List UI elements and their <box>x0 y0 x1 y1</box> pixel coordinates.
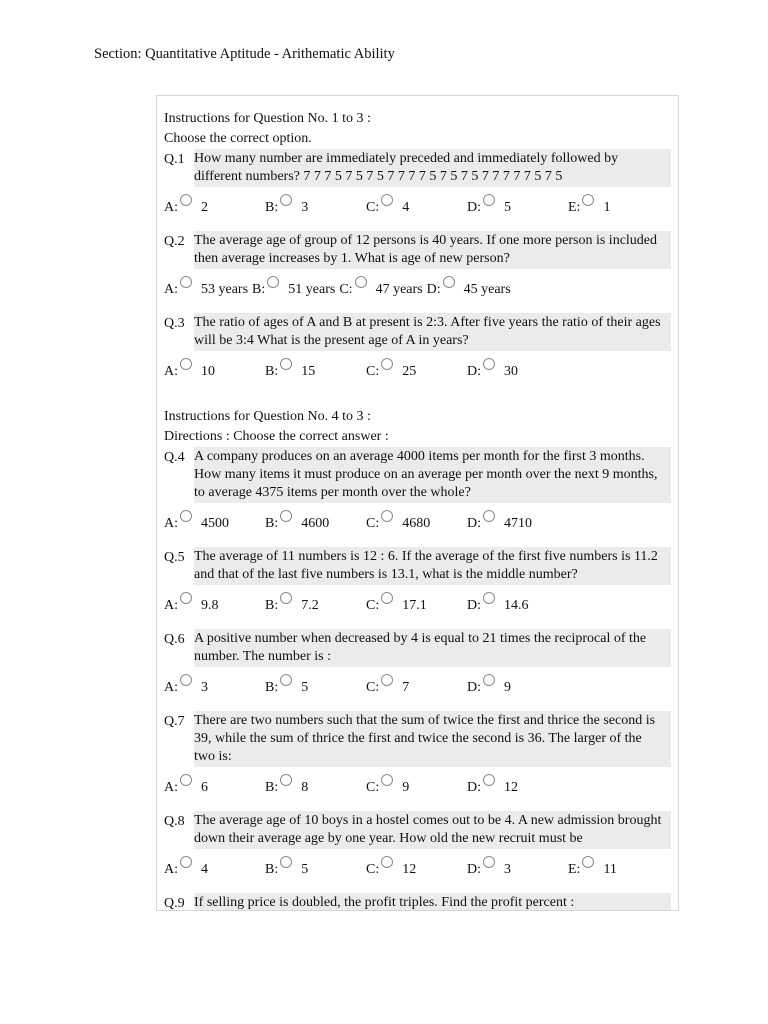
option-value: 4680 <box>402 516 431 531</box>
option-letter: C: <box>366 598 380 613</box>
answer-option[interactable] <box>252 276 335 299</box>
answer-option[interactable] <box>467 674 568 697</box>
radio-button[interactable] <box>381 674 393 686</box>
answer-option[interactable] <box>265 358 366 381</box>
option-letter: C: <box>339 282 353 297</box>
answer-option[interactable] <box>366 510 467 533</box>
radio-button[interactable] <box>582 194 594 206</box>
instruction-line: Directions : Choose the correct answer : <box>164 429 389 444</box>
answer-option[interactable] <box>164 358 265 381</box>
answer-option[interactable] <box>467 358 568 381</box>
option-letter: A: <box>164 282 178 297</box>
group-spacer <box>164 395 678 407</box>
question-number: Q.4 <box>164 450 185 465</box>
answer-option[interactable] <box>164 592 265 615</box>
option-value: 14.6 <box>504 598 529 613</box>
radio-button[interactable] <box>483 592 495 604</box>
option-value: 5 <box>301 680 309 695</box>
radio-button[interactable] <box>280 592 292 604</box>
options-row <box>164 771 678 797</box>
answer-option[interactable] <box>366 856 467 879</box>
option-letter: C: <box>366 364 380 379</box>
option-value: 2 <box>201 200 208 215</box>
option-value: 3 <box>201 680 208 695</box>
option-letter: A: <box>164 200 178 215</box>
question-text: A company produces on an average 4000 items per month for the first 3 months. How many items it must produce on an average per month over the next 9 months, to average 4375 items per month over the whole? <box>194 447 671 503</box>
option-letter: A: <box>164 780 178 795</box>
option-value: 25 <box>402 364 417 379</box>
question-spacer <box>164 615 678 629</box>
option-value: 9 <box>402 780 410 795</box>
radio-button[interactable] <box>180 774 192 786</box>
option-letter: C: <box>366 780 380 795</box>
radio-button[interactable] <box>180 358 192 370</box>
option-value: 7 <box>402 680 410 695</box>
option-value: 3 <box>504 862 511 877</box>
question-spacer <box>164 797 678 811</box>
option-value: 4710 <box>504 516 532 531</box>
option-value: 15 <box>301 364 316 379</box>
option-value: 10 <box>201 364 215 379</box>
question-number: Q.9 <box>164 896 185 911</box>
options-row <box>164 273 678 299</box>
answer-option[interactable] <box>164 510 265 533</box>
radio-button[interactable] <box>483 358 495 370</box>
option-letter: D: <box>467 364 481 379</box>
question-text: The average age of 10 boys in a hostel comes out to be 4. A new admission brought down their average age by one year. How old the new recruit must be <box>194 811 671 849</box>
answer-option[interactable] <box>265 194 366 217</box>
radio-button[interactable] <box>280 674 292 686</box>
radio-button[interactable] <box>180 276 192 288</box>
radio-button[interactable] <box>280 774 292 786</box>
option-letter: D: <box>467 516 481 531</box>
radio-button[interactable] <box>582 856 594 868</box>
option-letter: B: <box>265 680 279 695</box>
instruction-line: Instructions for Question No. 1 to 3 : <box>164 111 371 126</box>
option-letter: A: <box>164 516 178 531</box>
answer-option[interactable] <box>366 592 467 615</box>
question-spacer <box>164 381 678 395</box>
radio-button[interactable] <box>483 856 495 868</box>
radio-button[interactable] <box>381 592 393 604</box>
instruction-line: Choose the correct option. <box>164 131 312 146</box>
question-number: Q.2 <box>164 234 185 249</box>
option-letter: C: <box>366 680 380 695</box>
option-value: 53 years <box>201 282 249 297</box>
option-value: 51 years <box>288 282 336 297</box>
answer-option[interactable] <box>164 674 265 697</box>
option-letter: E: <box>568 200 581 215</box>
answer-option[interactable] <box>427 276 511 299</box>
question-spacer <box>164 533 678 547</box>
radio-button[interactable] <box>381 856 393 868</box>
radio-button[interactable] <box>381 510 393 522</box>
radio-button[interactable] <box>483 774 495 786</box>
option-value: 12 <box>504 780 518 795</box>
radio-button[interactable] <box>443 276 455 288</box>
option-value: 12 <box>402 862 417 877</box>
question-spacer <box>164 217 678 231</box>
question-spacer <box>164 697 678 711</box>
question-text: If selling price is doubled, the profit triples. Find the profit percent : <box>194 893 671 911</box>
radio-button[interactable] <box>483 510 495 522</box>
question-number: Q.5 <box>164 550 185 565</box>
answer-option[interactable] <box>164 774 265 797</box>
option-value: 4600 <box>301 516 330 531</box>
question-row <box>164 447 678 503</box>
option-letter: B: <box>265 598 279 613</box>
question-row <box>164 231 678 269</box>
question-row <box>164 893 678 911</box>
answer-option[interactable] <box>366 674 467 697</box>
question-text: The average age of group of 12 persons is 40 years. If one more person is included then average increases by 1. What is age of new person? <box>194 231 671 269</box>
question-row <box>164 313 678 351</box>
option-value: 1 <box>603 200 611 215</box>
options-row <box>164 191 678 217</box>
radio-button[interactable] <box>355 276 367 288</box>
question-text: A positive number when decreased by 4 is equal to 21 times the reciprocal of the number. The number is : <box>194 629 671 667</box>
question-number: Q.3 <box>164 316 185 331</box>
question-text: How many number are immediately preceded and immediately followed by different numbers? 7 7 7 5 7 5 7 5 7 7 7 7 5 7 5 7 5 7 7 7 7 7 5 7 5 <box>194 149 671 187</box>
answer-option[interactable] <box>467 510 568 533</box>
option-letter: D: <box>467 862 481 877</box>
options-row <box>164 589 678 615</box>
option-value: 9 <box>504 680 511 695</box>
option-letter: B: <box>265 862 279 877</box>
option-letter: A: <box>164 598 178 613</box>
radio-button[interactable] <box>180 674 192 686</box>
radio-button[interactable] <box>267 276 279 288</box>
radio-button[interactable] <box>180 856 192 868</box>
radio-button[interactable] <box>280 510 292 522</box>
option-value: 45 years <box>463 282 511 297</box>
option-letter: D: <box>467 780 481 795</box>
answer-option[interactable] <box>467 856 568 879</box>
option-letter: A: <box>164 364 178 379</box>
option-value: 17.1 <box>402 598 427 613</box>
answer-option[interactable] <box>467 592 568 615</box>
option-letter: C: <box>366 862 380 877</box>
answer-option[interactable] <box>366 358 467 381</box>
option-letter: B: <box>265 364 279 379</box>
option-value: 30 <box>504 364 518 379</box>
radio-button[interactable] <box>280 856 292 868</box>
question-row <box>164 811 678 849</box>
options-row <box>164 507 678 533</box>
answer-option[interactable] <box>164 856 265 879</box>
question-number: Q.6 <box>164 632 185 647</box>
question-text: The ratio of ages of A and B at present is 2:3. After five years the ratio of their ages will be 3:4 What is the present age of A in years? <box>194 313 671 351</box>
option-letter: B: <box>265 780 279 795</box>
option-value: 5 <box>301 862 309 877</box>
question-row <box>164 149 678 187</box>
radio-button[interactable] <box>381 194 393 206</box>
option-letter: A: <box>164 862 178 877</box>
options-row <box>164 853 678 879</box>
answer-option[interactable] <box>467 774 568 797</box>
answer-option[interactable] <box>568 856 669 879</box>
answer-option[interactable] <box>265 856 366 879</box>
answer-option[interactable] <box>339 276 422 299</box>
answer-option[interactable] <box>265 774 366 797</box>
option-letter: A: <box>164 680 178 695</box>
option-letter: D: <box>426 282 441 297</box>
section-title: Section: Quantitative Aptitude - Arithematic Ability <box>94 46 395 62</box>
option-value: 11 <box>603 862 617 877</box>
question-row <box>164 711 678 767</box>
question-spacer <box>164 879 678 893</box>
question-number: Q.8 <box>164 814 185 829</box>
option-value: 8 <box>301 780 309 795</box>
option-value: 4 <box>201 862 208 877</box>
option-value: 47 years <box>375 282 423 297</box>
radio-button[interactable] <box>280 358 292 370</box>
option-letter: D: <box>467 598 481 613</box>
option-value: 5 <box>504 200 511 215</box>
option-letter: D: <box>467 680 481 695</box>
answer-option[interactable] <box>568 194 669 217</box>
question-number: Q.7 <box>164 714 185 729</box>
option-value: 4 <box>402 200 410 215</box>
option-value: 3 <box>301 200 309 215</box>
radio-button[interactable] <box>180 510 192 522</box>
options-row <box>164 671 678 697</box>
radio-button[interactable] <box>381 358 393 370</box>
answer-option[interactable] <box>265 510 366 533</box>
option-value: 7.2 <box>301 598 319 613</box>
option-value: 4500 <box>201 516 229 531</box>
question-text: There are two numbers such that the sum of twice the first and thrice the second is 39, while the sum of thrice the first and twice the second is 36. The larger of the two is: <box>194 711 671 767</box>
radio-button[interactable] <box>483 194 495 206</box>
answer-option[interactable] <box>366 194 467 217</box>
answer-option[interactable] <box>366 774 467 797</box>
question-list <box>157 96 678 911</box>
answer-option[interactable] <box>265 592 366 615</box>
question-row <box>164 547 678 585</box>
option-value: 6 <box>201 780 208 795</box>
option-letter: C: <box>366 200 380 215</box>
answer-option[interactable] <box>164 276 248 299</box>
radio-button[interactable] <box>180 592 192 604</box>
answer-option[interactable] <box>467 194 568 217</box>
option-letter: B: <box>265 516 279 531</box>
radio-button[interactable] <box>381 774 393 786</box>
instruction-line: Instructions for Question No. 4 to 3 : <box>164 409 371 424</box>
radio-button[interactable] <box>180 194 192 206</box>
options-row <box>164 355 678 381</box>
radio-button[interactable] <box>483 674 495 686</box>
option-letter: E: <box>568 862 581 877</box>
question-row <box>164 629 678 667</box>
answer-option[interactable] <box>265 674 366 697</box>
radio-button[interactable] <box>280 194 292 206</box>
option-letter: D: <box>467 200 481 215</box>
question-spacer <box>164 299 678 313</box>
question-text: The average of 11 numbers is 12 : 6. If the average of the first five numbers is 11.2 and that of the last five numbers is 13.1, what is the middle number? <box>194 547 671 585</box>
option-letter: B: <box>252 282 266 297</box>
option-letter: C: <box>366 516 380 531</box>
answer-option[interactable] <box>164 194 265 217</box>
question-panel <box>156 95 679 911</box>
question-number: Q.1 <box>164 152 185 167</box>
option-letter: B: <box>265 200 279 215</box>
option-value: 9.8 <box>201 598 219 613</box>
